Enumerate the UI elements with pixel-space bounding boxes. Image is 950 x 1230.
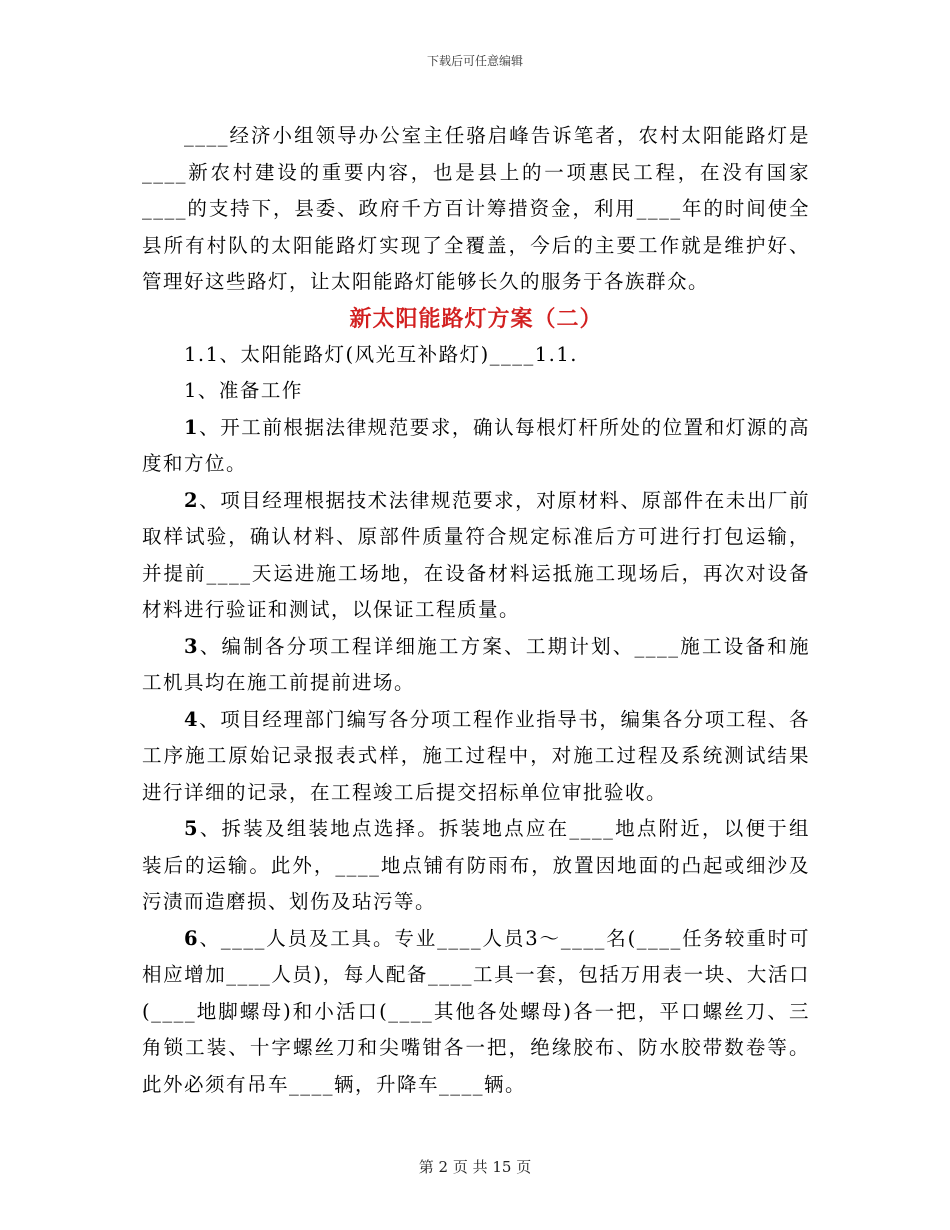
- intro-paragraph: ____经济小组领导办公室主任骆启峰告诉笔者，农村太阳能路灯是____新农村建设的重要内容，也是县上的一项惠民工程，在没有国家____的支持下，县委、政府千方百计筹措资金，利用____年的时间使全县所有村队的太阳能路灯实现了全覆盖，今后的主要工作就是维护好、管理好这些路灯，让太阳能路灯能够长久的服务于各族群众。: [142, 124, 810, 293]
- item-text: 、编制各分项工程详细施工方案、工期计划、____施工设备和施工机具均在施工前提前进场。: [142, 634, 810, 694]
- item-text: 、开工前根据法律规范要求，确认每根灯杆所处的位置和灯源的高度和方位。: [142, 415, 810, 475]
- item-text: 、____人员及工具。专业____人员3～____名(____任务较重时可相应增加____人员)，每人配备____工具一套，包括万用表一块、大活口(____地脚螺母)和小活口(____其他各处螺母)各一把，平口螺丝刀、三角锁工装、十字螺丝刀和尖嘴钳各一把，绝缘胶布、防水胶带数卷等。此外必须有吊车____辆，升降车____辆。: [142, 926, 810, 1096]
- item-number: 2: [184, 488, 200, 512]
- item-number: 6: [184, 926, 200, 950]
- page-footer: 第 2 页 共 15 页: [418, 1158, 532, 1176]
- item-text: 、项目经理部门编写各分项工程作业指导书，编集各分项工程、各工序施工原始记录报表式样，施工过程中，对施工过程及系统测试结果进行详细的记录，在工程竣工后提交招标单位审批验收。: [142, 707, 810, 804]
- item-paragraph-5: [142, 811, 810, 921]
- item-number: 1: [184, 415, 200, 439]
- item-paragraph-1: [142, 410, 810, 483]
- item-preparation-heading: 1、准备工作: [184, 379, 303, 402]
- page-header: 下载后可任意编辑: [426, 54, 523, 68]
- item-line-1-1: 1.1、太阳能路灯(风光互补路灯)____1.1.: [184, 342, 578, 366]
- section-title: 新太阳能路灯方案（二）: [349, 305, 603, 332]
- item-number: 5: [184, 817, 200, 840]
- item-text: 、项目经理根据技术法律规范要求，对原材料、原部件在未出厂前取样试验，确认材料、原部件质量符合规定标准后方可进行打包运输，并提前____天运进施工场地，在设备材料运抵施工现场后，再次对设备材料进行验证和测试，以保证工程质量。: [142, 488, 810, 621]
- item-paragraph-4: [142, 702, 810, 812]
- item-paragraph-3: [142, 629, 810, 702]
- item-paragraph-2: [142, 483, 810, 629]
- document-body: [142, 118, 810, 1103]
- item-number: 4: [184, 707, 200, 731]
- item-paragraph-6: [142, 921, 810, 1104]
- item-number: 3: [184, 634, 200, 658]
- item-text: 、拆装及组装地点选择。拆装地点应在____地点附近，以便于组装后的运输。此外，____地点铺有防雨布，放置因地面的凸起或细沙及污渍而造磨损、划伤及玷污等。: [142, 817, 810, 913]
